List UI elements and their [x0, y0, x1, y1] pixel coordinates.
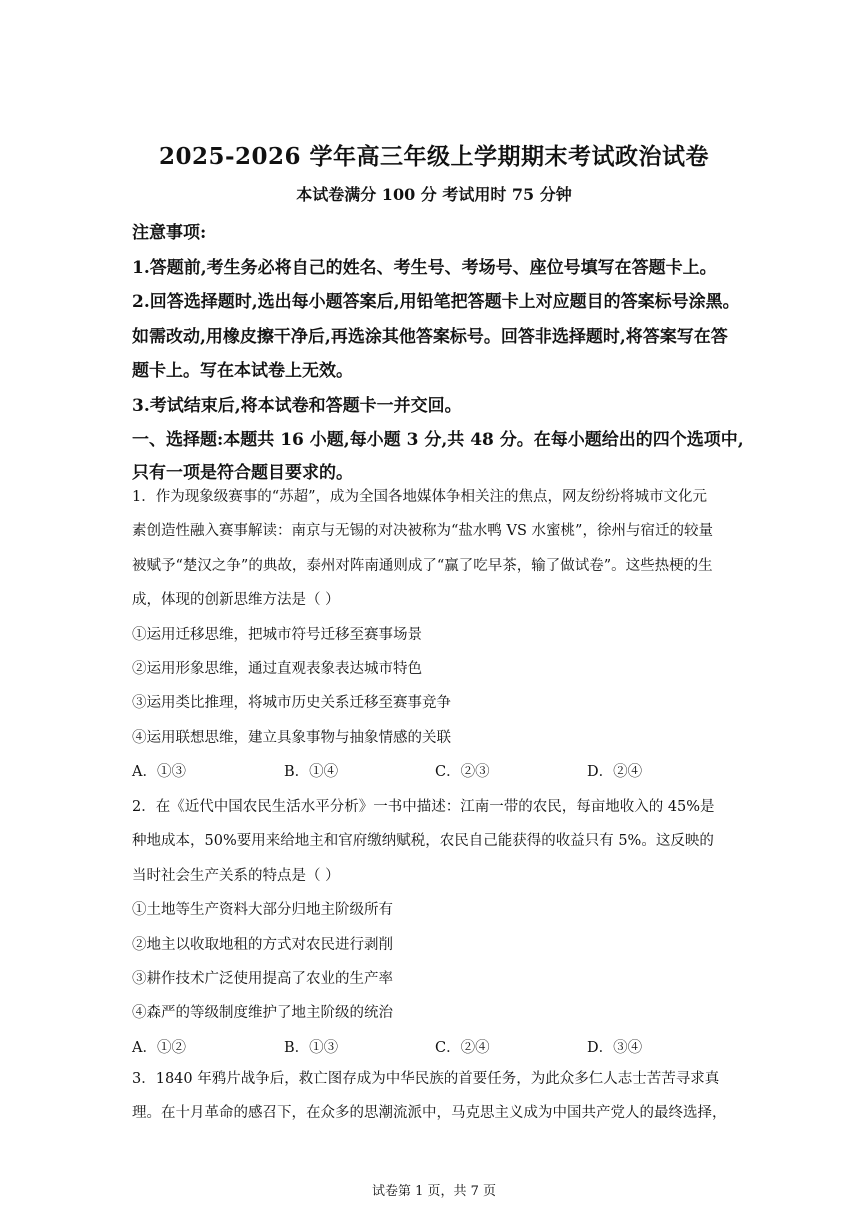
question-text-line: 被赋予“楚汉之争”的典故，泰州对阵南通则成了“赢了吃早茶，输了做试卷”。这些热梗的生	[132, 557, 713, 574]
exam-subtitle: 本试卷满分 100 分 考试用时 75 分钟	[296, 185, 572, 204]
question-text-line: 种地成本，50%要用来给地主和官府缴纳赋税，农民自己能获得的收益只有 5%。这反映的	[132, 833, 714, 850]
option-b[interactable]: B．①④	[284, 764, 339, 781]
notes-item-2-line-1: 2.回答选择题时,选出每小题答案后,用铅笔把答题卡上对应题目的答案标号涂黑。	[132, 292, 740, 312]
notes-item-1: 1.答题前,考生务必将自己的姓名、考生号、考场号、座位号填写在答题卡上。	[132, 257, 717, 278]
notes-block	[132, 216, 762, 423]
statement-1: ①土地等生产资料大部分归地主阶级所有	[132, 902, 393, 919]
statement-2: ②运用形象思维，通过直观表象表达城市特色	[132, 661, 422, 678]
section-heading-line-1: 一、选择题:本题共 16 小题,每小题 3 分,共 48 分。在每小题给出的四个选项中,	[132, 430, 744, 450]
statement-1: ①运用迁移思维，把城市符号迁移至赛事场景	[132, 626, 422, 643]
answer-options	[132, 755, 752, 789]
option-d[interactable]: D．②④	[587, 764, 643, 781]
question-text-line: 3．1840 年鸦片战争后，救亡图存成为中华民族的首要任务，为此众多仁人志士苦苦寻求真	[132, 1071, 720, 1087]
question-1	[132, 480, 752, 790]
answer-options	[132, 1031, 752, 1065]
notes-item-2-line-3: 题卡上。写在本试卷上无效。	[132, 361, 353, 381]
option-a[interactable]: A．①③	[132, 764, 186, 781]
statement-3: ③耕作技术广泛使用提高了农业的生产率	[132, 971, 393, 988]
option-a[interactable]: A．①②	[132, 1039, 186, 1056]
option-d[interactable]: D．③④	[587, 1039, 643, 1056]
statement-2: ②地主以收取地租的方式对农民进行剥削	[132, 936, 393, 953]
statement-4: ④运用联想思维，建立具象事物与抽象情感的关联	[132, 729, 451, 746]
question-text-line: 成，体现的创新思维方法是（ ）	[132, 592, 340, 609]
option-c[interactable]: C．②④	[435, 1039, 490, 1056]
statement-3: ③运用类比推理，将城市历史关系迁移至赛事竞争	[132, 695, 451, 712]
question-text-line: 当时社会生产关系的特点是（ ）	[132, 867, 340, 884]
option-b[interactable]: B．①③	[284, 1039, 339, 1056]
question-2	[132, 790, 752, 1065]
question-3	[132, 1062, 752, 1131]
question-text-line: 素创造性融入赛事解读：南京与无锡的对决被称为“盐水鸭 VS 水蜜桃”，徐州与宿迁的较量	[132, 523, 713, 540]
question-text-line: 理。在十月革命的感召下，在众多的思潮流派中，马克思主义成为中国共产党人的最终选择，	[132, 1105, 727, 1122]
question-text-line: 1．作为现象级赛事的“苏超”，成为全国各地媒体争相关注的焦点，网友纷纷将城市文化元	[132, 489, 708, 505]
statement-4: ④森严的等级制度维护了地主阶级的统治	[132, 1005, 393, 1022]
notes-item-2-line-2: 如需改动,用橡皮擦干净后,再选涂其他答案标号。回答非选择题时,将答案写在答	[132, 326, 728, 347]
exam-title: 2025-2026 学年高三年级上学期期末考试政治试卷	[158, 143, 710, 170]
notes-item-3: 3.考试结束后,将本试卷和答题卡一并交回。	[132, 395, 462, 416]
option-c[interactable]: C．②③	[435, 764, 490, 781]
question-text-line: 2．在《近代中国农民生活水平分析》一书中描述：江南一带的农民，每亩地收入的 45%是	[132, 799, 715, 815]
notes-heading: 注意事项:	[132, 223, 207, 243]
section-heading-line-2: 只有一项是符合题目要求的。	[132, 463, 353, 483]
page-footer: 试卷第 1 页，共 7 页	[371, 1184, 497, 1199]
